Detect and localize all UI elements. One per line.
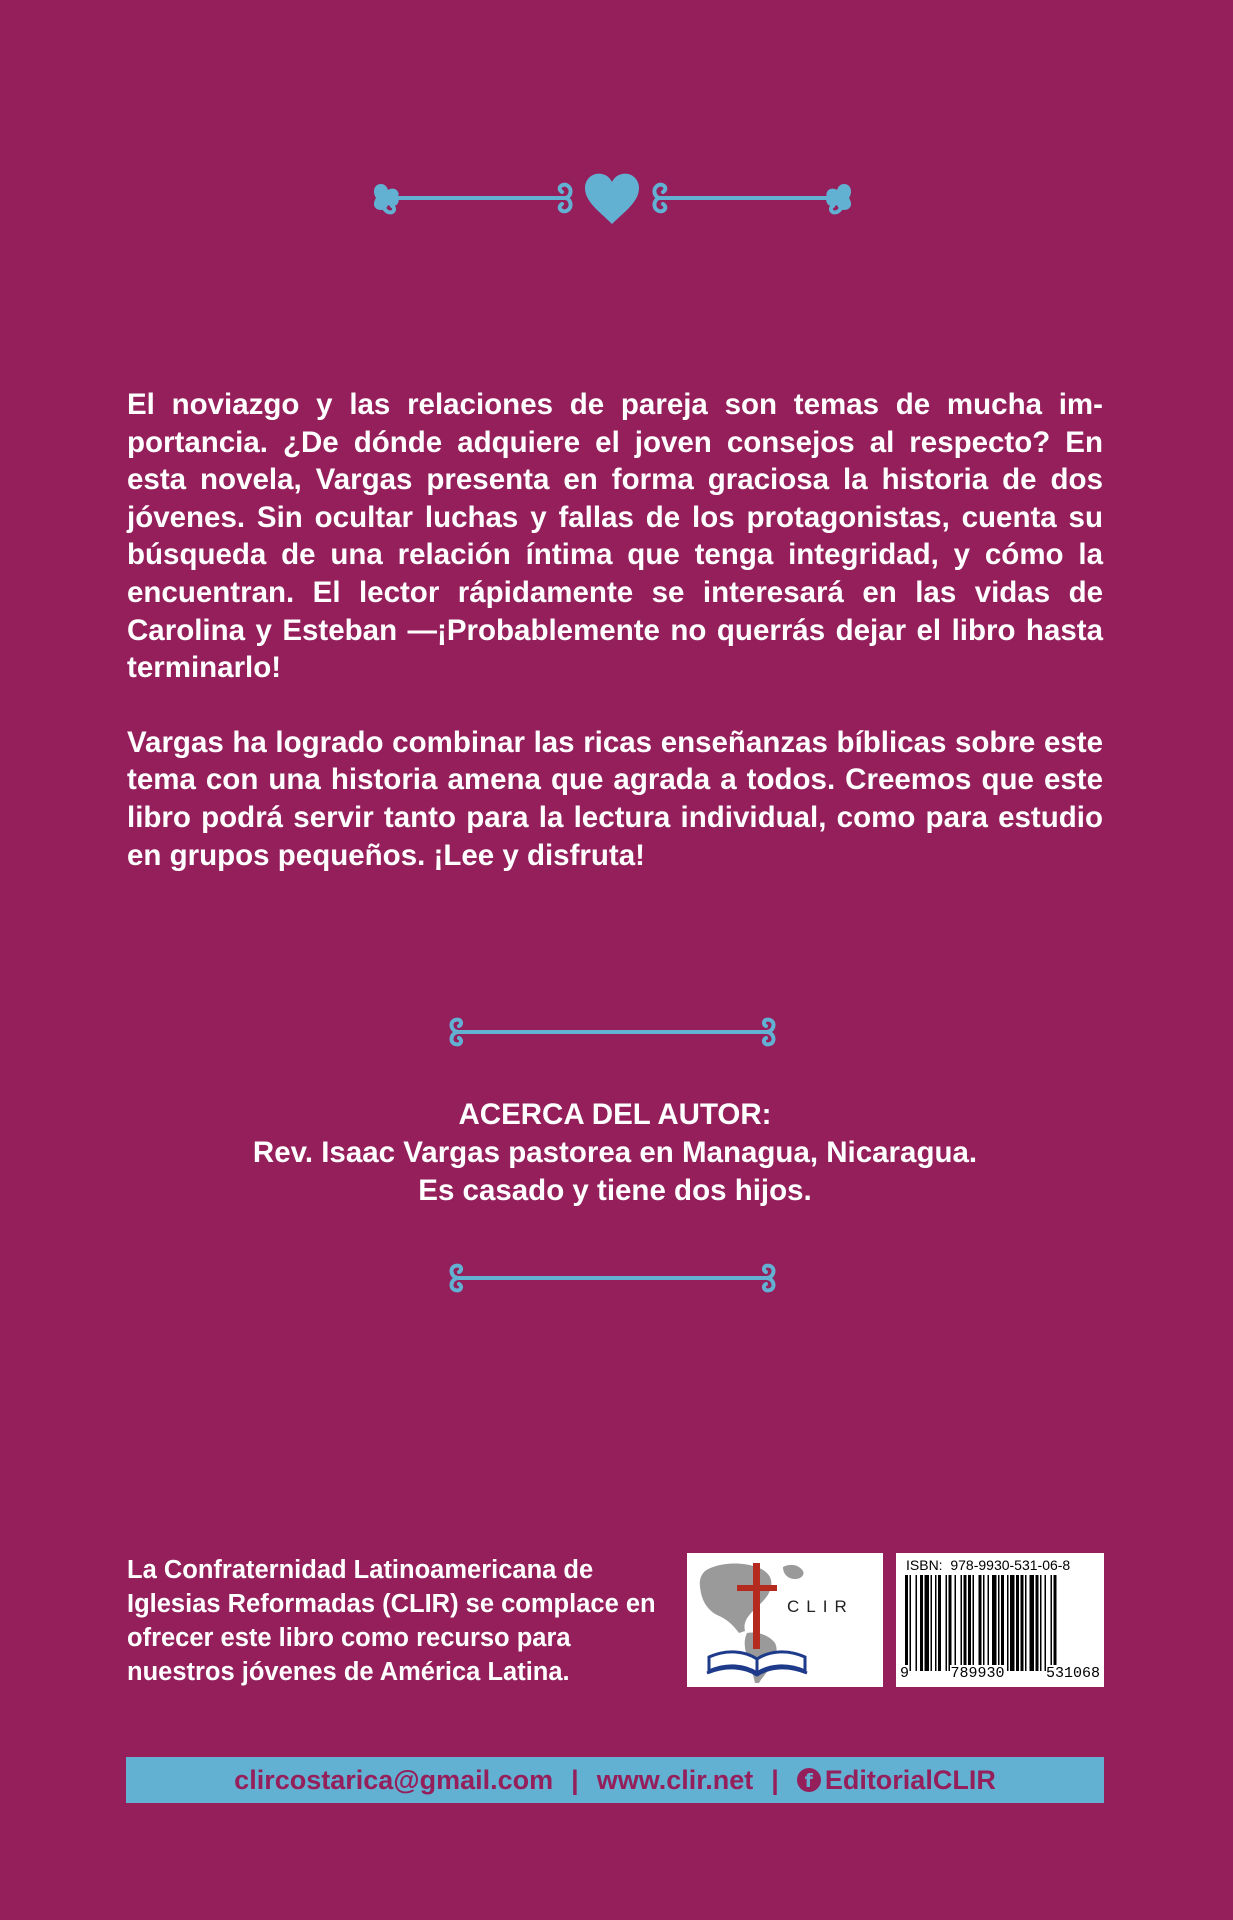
barcode-icon (905, 1575, 1095, 1671)
clir-logo (687, 1553, 883, 1687)
contact-separator: | (571, 1764, 579, 1795)
about-line-1: Rev. Isaac Vargas pastorea en Managua, Nicaragua. (252, 1136, 978, 1169)
book-description (127, 386, 1103, 911)
facebook-icon: f (797, 1768, 821, 1792)
scroll-divider-icon (445, 1258, 780, 1298)
isbn-digits-group-1: 789930 (950, 1665, 1005, 1682)
contact-facebook[interactable]: EditorialCLIR (824, 1764, 996, 1795)
scroll-divider-icon (445, 1012, 780, 1052)
description-paragraph-2: Vargas ha logrado combinar las ricas enseñanzas bíblicas sobre este tema con una historia amena que agrada a todos. Creemos que este libro podrá servir tanto para la lectura individual, como para estudio en grupos pequeños. ¡Lee y disfruta! (127, 725, 1103, 872)
isbn-barcode (896, 1553, 1104, 1687)
isbn-label: ISBN: 978-9930-531-06-8 (906, 1557, 1071, 1573)
contact-email[interactable]: clircostarica@gmail.com (234, 1764, 554, 1795)
about-author (127, 1096, 1103, 1210)
contact-bar (126, 1757, 1104, 1803)
clir-logo-text: CLIR (787, 1597, 854, 1616)
contact-separator: | (771, 1764, 779, 1795)
heart-divider-icon (370, 168, 855, 228)
publisher-statement: La Confraternidad Latinoamericana de Iglesias Reformadas (CLIR) se complace en ofrecer este libro como recurso para nuestros jóvenes de América Latina. (127, 1556, 656, 1686)
isbn-digits (900, 1665, 1100, 1682)
cross-map-bible-icon (687, 1553, 883, 1687)
about-line-2: Es casado y tiene dos hijos. (418, 1174, 812, 1207)
isbn-digits-group-2: 531068 (1045, 1665, 1100, 1682)
about-heading: ACERCA DEL AUTOR: (458, 1098, 772, 1131)
isbn-digit-first: 9 (900, 1665, 910, 1682)
contact-website[interactable]: www.clir.net (596, 1764, 754, 1795)
description-paragraph-1: El noviazgo y las relaciones de pareja son temas de mucha im-portancia. ¿De dónde adquiere el joven consejos al respecto? En esta novela, Vargas presenta en forma graciosa la historia de dos jóvenes. Sin ocultar luchas y fallas de los protagonistas, cuenta su búsqueda de una relación íntima que tenga integridad, y cómo la encuentran. El lector rápidamente se interesará en las vidas de Carolina y Esteban —¡Probablemente no querrás dejar el libro hasta terminarlo! (127, 388, 1103, 685)
